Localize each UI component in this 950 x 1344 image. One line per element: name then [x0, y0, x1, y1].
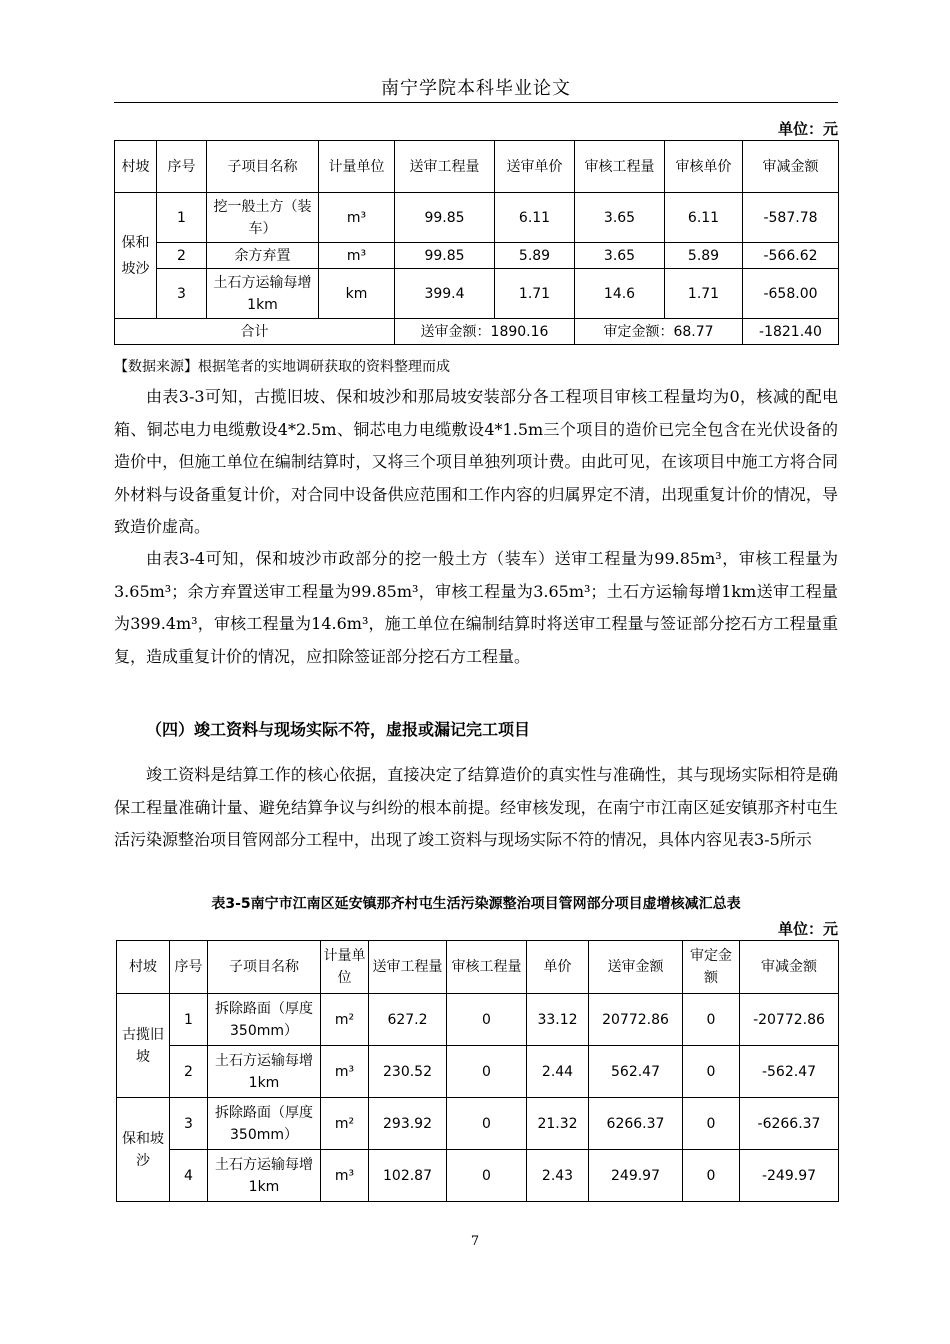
cell: 0 [447, 1046, 527, 1098]
cell: 33.12 [527, 994, 589, 1046]
header-rule [114, 102, 838, 103]
table-total-row [115, 319, 839, 345]
page-header: 南宁学院本科毕业论文 [381, 78, 571, 99]
total-submitted: 送审金额：1890.16 [395, 319, 575, 345]
cell: -6266.37 [740, 1098, 839, 1150]
col-header: 送审单价 [495, 141, 575, 193]
village-cell: 古揽旧坡 [117, 994, 170, 1098]
col-header: 子项目名称 [208, 941, 321, 994]
cell: 0 [447, 994, 527, 1046]
col-header: 送审工程量 [395, 141, 495, 193]
cell: 14.6 [575, 269, 665, 319]
cell: -587.78 [743, 193, 839, 243]
cell: km [319, 269, 395, 319]
col-header: 审定金额 [683, 941, 740, 994]
cell: 3.65 [575, 193, 665, 243]
cell: 3 [170, 1098, 208, 1150]
cell: -562.47 [740, 1046, 839, 1098]
cell: 余方弃置 [207, 243, 319, 269]
table-row [117, 994, 839, 1046]
cell: 20772.86 [589, 994, 683, 1046]
cell: m³ [319, 243, 395, 269]
cell: -658.00 [743, 269, 839, 319]
table1-unit: 单位：元 [777, 120, 838, 138]
cell: m² [321, 1098, 369, 1150]
cell: -566.62 [743, 243, 839, 269]
cell: 562.47 [589, 1046, 683, 1098]
cell: 1.71 [665, 269, 743, 319]
cell: 拆除路面（厚度350mm） [208, 1098, 321, 1150]
col-header: 序号 [170, 941, 208, 994]
cell: 土石方运输每增1km [207, 269, 319, 319]
col-header: 计量单位 [319, 141, 395, 193]
col-header: 审核单价 [665, 141, 743, 193]
cell: -249.97 [740, 1150, 839, 1202]
table-3-4 [114, 140, 839, 345]
table-row [115, 243, 839, 269]
table-header-row [115, 141, 839, 193]
cell: 2.44 [527, 1046, 589, 1098]
cell: 1.71 [495, 269, 575, 319]
cell: 1 [170, 994, 208, 1046]
col-header: 子项目名称 [207, 141, 319, 193]
col-header: 审减金额 [743, 141, 839, 193]
cell: 土石方运输每增1km [208, 1046, 321, 1098]
table-row [115, 269, 839, 319]
table-row [117, 1150, 839, 1202]
table-row [117, 1046, 839, 1098]
cell: 0 [447, 1098, 527, 1150]
cell: 3.65 [575, 243, 665, 269]
cell: 99.85 [395, 243, 495, 269]
table-caption: 表3-5南宁市江南区延安镇那齐村屯生活污染源整治项目管网部分项目虚增核减汇总表 [211, 896, 741, 912]
cell: 230.52 [369, 1046, 447, 1098]
cell: 0 [447, 1150, 527, 1202]
col-header: 审核工程量 [447, 941, 527, 994]
total-label: 合计 [115, 319, 395, 345]
cell: 399.4 [395, 269, 495, 319]
cell: 5.89 [665, 243, 743, 269]
paragraph: 竣工资料是结算工作的核心依据，直接决定了结算造价的真实性与准确性，其与现场实际相符是确保工程量准确计量、避免结算争议与纠纷的根本前提。经审核发现，在南宁市江南区延安镇那齐村屯生活污染源整治项目管网部分工程中，出现了竣工资料与现场实际不符的情况，具体内容见表3-5所示 [114, 765, 838, 849]
paragraph: 由表3-4可知，保和坡沙市政部分的挖一般土方（装车）送审工程量为99.85m³，审核工程量为3.65m³；余方弃置送审工程量为99.85m³，审核工程量为3.65m³；土石方运输每增1km送审工程量为399.4m³，审核工程量为14.6m³，施工单位在编制结算时将送审工程量与签证部分挖石方工程量重复，造成重复计价的情况，应扣除签证部分挖石方工程量。 [114, 549, 838, 666]
village-cell: 保和坡沙 [115, 193, 157, 319]
paragraph: 由表3-3可知，古揽旧坡、保和坡沙和那局坡安装部分各工程项目审核工程量均为0，核减的配电箱、铜芯电力电缆敷设4*2.5m、铜芯电力电缆敷设4*1.5m三个项目的造价已完全包含在光伏设备的造价中，但施工单位在编制结算时，又将三个项目单独列项计费。由此可见，在该项目中施工方将合同外材料与设备重复计价，对合同中设备供应范围和工作内容的归属界定不清，出现重复计价的情况，导致造价虚高。 [114, 387, 838, 536]
cell: 249.97 [589, 1150, 683, 1202]
cell: 2 [157, 243, 207, 269]
cell: 6.11 [495, 193, 575, 243]
col-header: 村坡 [117, 941, 170, 994]
cell: 293.92 [369, 1098, 447, 1150]
total-approved: 审定金额：68.77 [575, 319, 743, 345]
cell: 0 [683, 994, 740, 1046]
table-row [115, 193, 839, 243]
cell: 99.85 [395, 193, 495, 243]
table-3-5 [116, 940, 839, 1202]
col-header: 审核工程量 [575, 141, 665, 193]
cell: m³ [321, 1046, 369, 1098]
source-note: 【数据来源】根据笔者的实地调研获取的资料整理而成 [114, 359, 450, 375]
cell: 0 [683, 1150, 740, 1202]
col-header: 审减金额 [740, 941, 839, 994]
village-cell: 保和坡沙 [117, 1098, 170, 1202]
section-heading: （四）竣工资料与现场实际不符，虚报或漏记完工项目 [146, 720, 531, 739]
cell: 6.11 [665, 193, 743, 243]
cell: 627.2 [369, 994, 447, 1046]
col-header: 序号 [157, 141, 207, 193]
cell: m² [321, 994, 369, 1046]
table-header-row [117, 941, 839, 994]
cell: 1 [157, 193, 207, 243]
cell: 2 [170, 1046, 208, 1098]
cell: 3 [157, 269, 207, 319]
col-header: 计量单位 [321, 941, 369, 994]
col-header: 送审工程量 [369, 941, 447, 994]
col-header: 单价 [527, 941, 589, 994]
cell: 5.89 [495, 243, 575, 269]
col-header: 送审金额 [589, 941, 683, 994]
cell: m³ [319, 193, 395, 243]
cell: 102.87 [369, 1150, 447, 1202]
table-row [117, 1098, 839, 1150]
cell: 0 [683, 1098, 740, 1150]
cell: 挖一般土方（装车） [207, 193, 319, 243]
cell: -20772.86 [740, 994, 839, 1046]
cell: 6266.37 [589, 1098, 683, 1150]
cell: 拆除路面（厚度350mm） [208, 994, 321, 1046]
table2-unit: 单位：元 [777, 920, 838, 938]
total-reduce: -1821.40 [743, 319, 839, 345]
cell: 0 [683, 1046, 740, 1098]
cell: 21.32 [527, 1098, 589, 1150]
col-header: 村坡 [115, 141, 157, 193]
cell: 土石方运输每增1km [208, 1150, 321, 1202]
cell: 2.43 [527, 1150, 589, 1202]
cell: 4 [170, 1150, 208, 1202]
page-number: 7 [470, 1234, 480, 1249]
cell: m³ [321, 1150, 369, 1202]
